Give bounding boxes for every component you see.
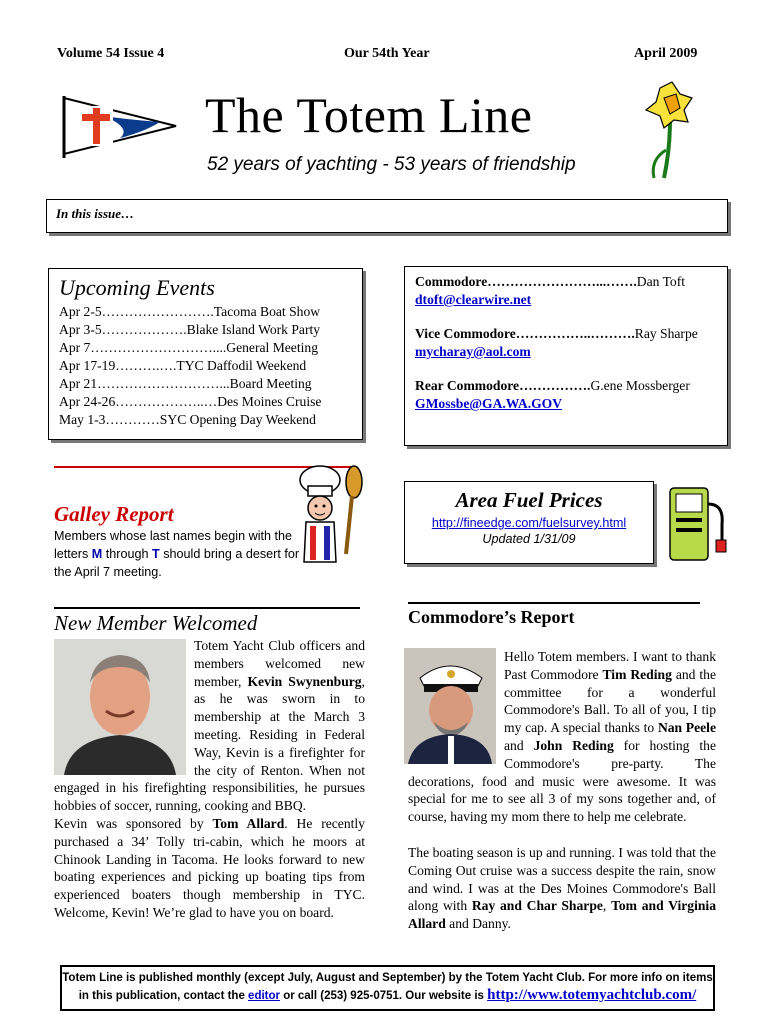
fuel-prices-title: Area Fuel Prices xyxy=(455,488,603,512)
commodore-report-article: Hello Totem members. I want to thank Past Commodore Tim Reding and the committee for a wonderful Commodore's Ball. To all of you, I tip my cap. A special thanks to Nan Peele and John Reding for hosting the Commodore's pre-party. The decorations, food and music were awesome. It was special for me to see all 3 of my sons together and, of course, having my mom there to help me celebrate. The boating season is up and running. I was told that the Coming Out cruise was a success despite the rain, snow and wind. I was at the Des Moines Commodore's Ball along with Ray and Char Sharpe, Tom and Virginia Allard and Danny. xyxy=(408,648,716,933)
new-member-article: Totem Yacht Club officers and members welcomed new member, Kevin Swynenburg, as he was sworn in to membership at the March 3 meeting. Residing in Federal Way, Kevin is a firefighter for the city of Renton. When not engaged in his firefighting responsibilities, he pursues hobbies of soccer, running, cooking and BBQ. Kevin was sponsored by Tom Allard. He recently purchased a 34’ Tolly tri-cabin, which he moors at Chinook Landing in Tacoma. He looks forward to new boating experiences and picking up boating tips from experienced boaters though membership in TYC. Welcome, Kevin! We’re glad to have you on board. xyxy=(54,638,365,920)
daffodil-icon xyxy=(640,80,698,180)
event-item: Apr 7………………………....General Meeting xyxy=(59,340,318,355)
area-fuel-prices-box xyxy=(404,481,654,564)
upcoming-events-box xyxy=(48,268,363,440)
in-this-issue-label: In this issue… xyxy=(56,206,135,221)
event-item: Apr 3-5……………….Blake Island Work Party xyxy=(59,322,321,337)
in-this-issue-box xyxy=(46,199,728,233)
newsletter-tagline: 52 years of yachting - 53 years of friendship xyxy=(207,154,576,175)
event-item: Apr 24-26………………..…Des Moines Cruise xyxy=(59,394,322,409)
burgee-flag-icon xyxy=(60,92,180,160)
upcoming-events-title: Upcoming Events xyxy=(59,275,215,300)
new-member-title: New Member Welcomed xyxy=(54,611,258,635)
commodore-label: Commodore……………………...……. xyxy=(415,274,637,289)
volume-issue: Volume 54 Issue 4 xyxy=(57,46,165,61)
galley-report-title: Galley Report xyxy=(54,502,174,526)
fuel-updated-date: Updated 1/31/09 xyxy=(482,532,576,546)
issue-date: April 2009 xyxy=(634,46,698,61)
event-item: Apr 21………………………...Board Meeting xyxy=(59,376,312,391)
chef-icon xyxy=(290,462,370,574)
event-item: May 1-3…………SYC Opening Day Weekend xyxy=(59,412,316,427)
commodore-photo xyxy=(404,648,496,764)
newsletter-title: The Totem Line xyxy=(205,87,533,143)
event-item: Apr 17-19……….….TYC Daffodil Weekend xyxy=(59,358,307,373)
commodore-report-title: Commodore’s Report xyxy=(408,607,575,627)
rear-commodore-label: Rear Commodore……………. xyxy=(415,378,591,393)
new-member-divider xyxy=(54,607,360,609)
rear-commodore-email-link[interactable]: GMossbe@GA.WA.GOV xyxy=(415,396,563,411)
galley-report-text: Members whose last names begin with the letters M through T should bring a desert for the April 7 meeting. xyxy=(54,529,300,579)
our-year: Our 54th Year xyxy=(344,46,430,61)
event-item: Apr 2-5…………………….Tacoma Boat Show xyxy=(59,304,321,319)
vice-commodore-name: Ray Sharpe xyxy=(634,326,698,341)
editor-link[interactable]: editor xyxy=(248,990,280,1002)
vice-commodore-label: Vice Commodore……………..………. xyxy=(415,326,635,341)
commodore-report-divider xyxy=(408,602,700,604)
website-link[interactable]: http://www.totemyachtclub.com/ xyxy=(487,987,697,1003)
vice-commodore-email-link[interactable]: mycharay@aol.com xyxy=(415,344,531,359)
commodore-name: Dan Toft xyxy=(636,274,686,289)
commodore-email-link[interactable]: dtoft@clearwire.net xyxy=(415,292,532,307)
publication-footer: Totem Line is published monthly (except July, August and September) by the Totem Yacht Club. For more info on items in this publication, contact the editor or call (253) 925-0751. Our website is http://www.totemyachtclub.com/ xyxy=(60,965,715,1011)
officers-box xyxy=(404,266,728,446)
kevin-photo xyxy=(54,639,186,775)
fuel-survey-link[interactable]: http://fineedge.com/fuelsurvey.html xyxy=(431,516,627,530)
rear-commodore-name: G.ene Mossberger xyxy=(590,378,690,393)
gas-pump-icon xyxy=(666,484,728,564)
